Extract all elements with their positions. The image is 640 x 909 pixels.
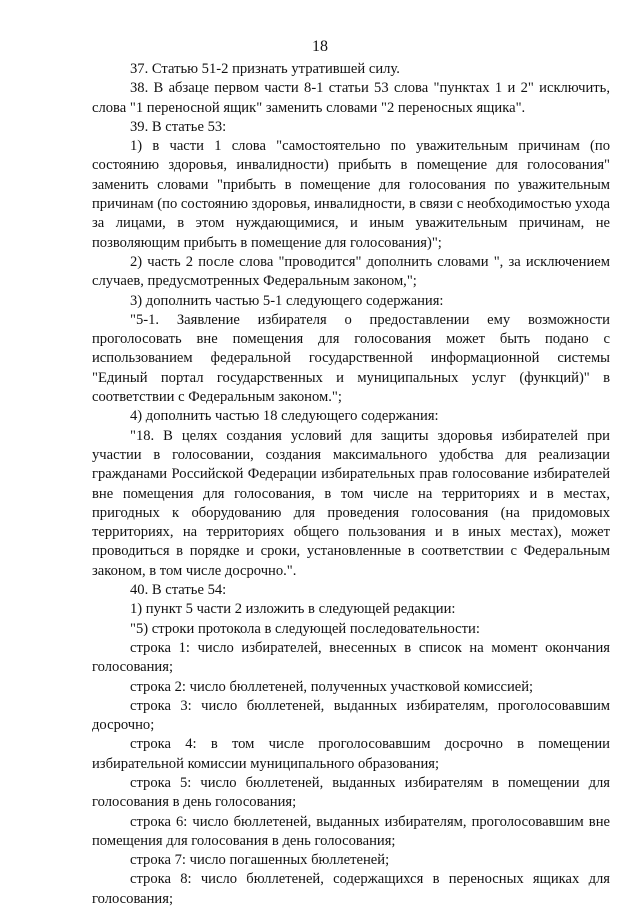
protocol-line-7: строка 7: число погашенных бюллетеней; — [130, 852, 390, 869]
paragraph-quote-5: "5) строки протокола в следующей последовательности: — [130, 620, 480, 637]
protocol-line-3: строка 3: число бюллетеней, выданных избирателям, проголосовавшим досрочно; — [92, 697, 610, 734]
paragraph-item-37: 37. Статью 51-2 признать утратившей силу. — [130, 61, 400, 77]
protocol-line-8: строка 8: число бюллетеней, содержащихся в переносных ящиках для голосования; — [92, 871, 610, 907]
paragraph-quote-18: "18. В целях создания условий для защиты здоровья избирателей при участии в голосовании, создания максимального удобства для реализации гражданами Российской Федерации избирательных прав голосование избирателей вне помещения для голосования, в том числе на территориях и в местах, пригодных к оборудованию для проведения голосования (на придомовых территориях, на территориях общего пользования и в иных местах), может проводиться в порядке и сроки, установленные в соответствии с Федеральным законом, в том числе досрочно.". — [92, 427, 610, 579]
paragraph-subitem-39-2: 2) часть 2 после слова "проводится" дополнить словами ", за исключением случаев, предусмотренных Федеральным законом,"; — [92, 253, 610, 290]
page-number: 18 — [312, 38, 328, 55]
protocol-line-5: строка 5: число бюллетеней, выданных избирателям в помещении для голосования в день голосования; — [92, 774, 610, 811]
paragraph-item-38: 38. В абзаце первом части 8-1 статьи 53 слова "пунктах 1 и 2" исключить, слова "1 переносной ящик" заменить словами "2 переносных ящика". — [92, 80, 610, 116]
paragraph-subitem-40-1: 1) пункт 5 части 2 изложить в следующей редакции: — [130, 601, 456, 618]
protocol-line-6: строка 6: число бюллетеней, выданных избирателям, проголосовавшим вне помещения для голосования в день голосования; — [92, 813, 610, 849]
paragraph-quote-5-1: "5-1. Заявление избирателя о предоставлении ему возможности проголосовать вне помещения для голосования может быть подано с использованием федеральной государственной информационной системы "Единый портал государственных и муниципальных услуг (функций)" в соответствии с Федеральным законом."; — [92, 311, 610, 406]
paragraph-subitem-39-1: 1) в части 1 слова "самостоятельно по уважительным причинам (по состоянию здоровья, инвалидности) прибыть в помещение для голосования" заменить словами "прибыть в помещение для голосования по уважительным причинам (по состоянию здоровья, инвалидности, в связи с необходимостью ухода за лицами, в этом нуждающимися, и иным уважительным причинам, не позволяющим прибыть в помещение для голосования)"; — [92, 138, 610, 251]
paragraph-subitem-39-4: 4) дополнить частью 18 следующего содержания: — [130, 408, 439, 425]
document-body — [92, 60, 610, 909]
paragraph-subitem-39-3: 3) дополнить частью 5-1 следующего содержания: — [130, 292, 444, 309]
protocol-line-2: строка 2: число бюллетеней, полученных участковой комиссией; — [130, 678, 534, 695]
protocol-line-1: строка 1: число избирателей, внесенных в список на момент окончания голосования; — [92, 639, 610, 676]
paragraph-item-40: 40. В статье 54: — [130, 582, 227, 599]
paragraph-item-39: 39. В статье 53: — [130, 118, 227, 135]
protocol-line-4: строка 4: в том числе проголосовавшим досрочно в помещении избирательной комиссии муниципального образования; — [92, 736, 610, 772]
